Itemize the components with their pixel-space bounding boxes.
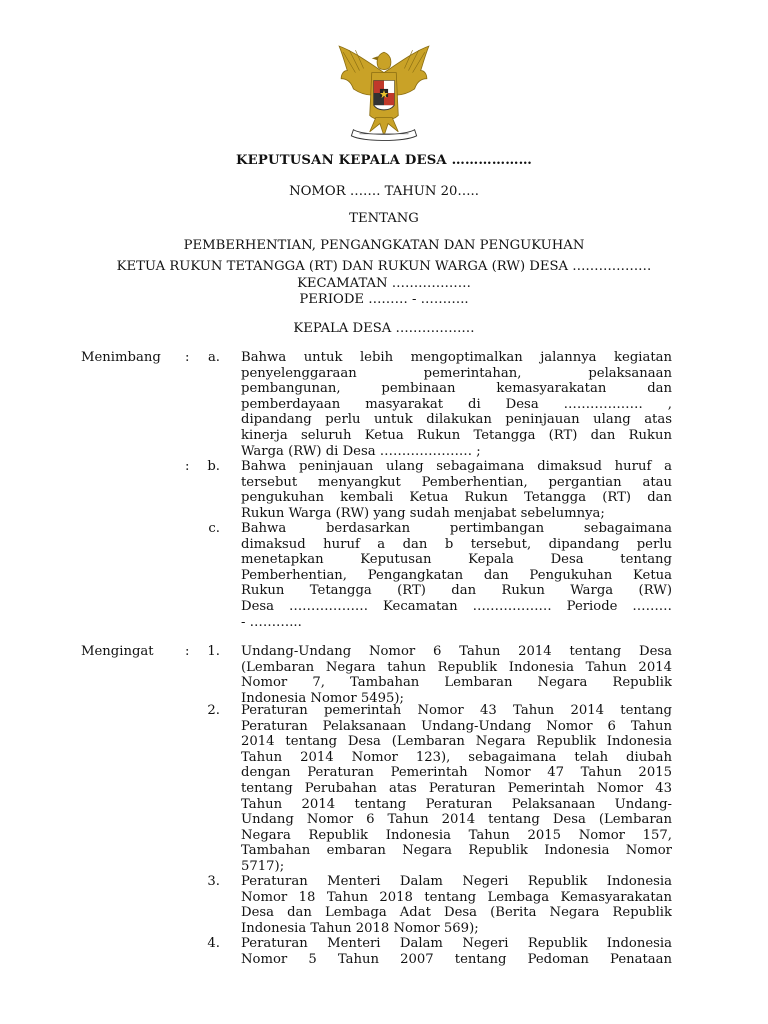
text-line: Peraturan Pelaksanaan Undang-Undang Nomor 6 Tahun bbox=[241, 718, 672, 734]
text-line: dimaksud huruf a dan b tersebut, dipandang perlu bbox=[241, 536, 672, 552]
text-line: Bahwa peninjauan ulang sebagaimana dimaksud huruf a bbox=[241, 459, 672, 474]
text-line: Pemberhentian, Pengangkatan dan Pengukuhan Ketua bbox=[241, 567, 672, 583]
text-line: dengan Peraturan Pemerintah Nomor 47 Tahun 2015 bbox=[241, 765, 672, 781]
mengingat-marker-1: 1. bbox=[207, 644, 220, 659]
text-line: Bahwa untuk lebih mengoptimalkan jalannya kegiatan bbox=[241, 350, 672, 365]
subject-line-2: KETUA RUKUN TETANGGA (RT) DAN RUKUN WARGA (RW) DESA ……………… bbox=[116, 259, 652, 274]
text-line: tentang Perubahan atas Peraturan Pemerintah Nomor 43 bbox=[241, 780, 672, 796]
text-line: 5717); bbox=[241, 858, 285, 874]
text-line: Negara Republik Indonesia Tahun 2015 Nomor 157, bbox=[241, 827, 672, 843]
menimbang-marker-b: b. bbox=[207, 459, 220, 474]
text-line: tersebut menyangkut Pemberhentian, pergantian atau bbox=[241, 474, 672, 490]
text-line: kinerja seluruh Ketua Rukun Tetangga (RT) dan Rukun bbox=[241, 427, 672, 443]
text-line: Tambahan embaran Negara Republik Indonesia Nomor bbox=[241, 843, 672, 859]
mengingat-item-1 bbox=[241, 644, 672, 706]
text-line: pembangunan, pembinaan kemasyarakatan dan bbox=[241, 381, 672, 397]
menimbang-item-c bbox=[241, 521, 672, 630]
menimbang-item-b bbox=[241, 459, 672, 521]
mengingat-item-3 bbox=[241, 874, 672, 936]
text-line: Peraturan Menteri Dalam Negeri Republik Indonesia bbox=[241, 936, 672, 951]
menimbang-marker-c: c. bbox=[208, 521, 220, 536]
text-line: Nomor 5 Tahun 2007 tentang Pedoman Penataan bbox=[241, 951, 672, 967]
text-line: Tahun 2014 Nomor 123), sebagaimana telah diubah bbox=[241, 749, 672, 765]
text-line: Desa dan Lembaga Adat Desa (Berita Negara Republik bbox=[241, 905, 672, 921]
text-line: Warga (RW) di Desa ………………… ; bbox=[241, 443, 481, 459]
text-line: penyelenggaraan pemerintahan, pelaksanaan bbox=[241, 365, 672, 381]
menimbang-marker-a: a. bbox=[207, 350, 220, 365]
subject-line-1: PEMBERHENTIAN, PENGANGKATAN DAN PENGUKUHAN bbox=[183, 238, 585, 253]
text-line: Peraturan Menteri Dalam Negeri Republik Indonesia bbox=[241, 874, 672, 889]
text-line: Tahun 2014 tentang Peraturan Pelaksanaan Undang- bbox=[241, 796, 672, 812]
text-line: 2014 tentang Desa (Lembaran Negara Republik Indonesia bbox=[241, 734, 672, 750]
mengingat-colon: : bbox=[185, 644, 190, 659]
text-line: menetapkan Keputusan Kepala Desa tentang bbox=[241, 552, 672, 568]
menimbang-colon: : bbox=[185, 350, 190, 365]
text-line: Indonesia Tahun 2018 Nomor 569); bbox=[241, 920, 479, 936]
garuda-emblem-icon bbox=[333, 42, 435, 144]
text-line: Peraturan pemerintah Nomor 43 Tahun 2014 tentang bbox=[241, 703, 672, 718]
issuer-title: KEPALA DESA ……………… bbox=[293, 321, 475, 336]
text-line: Desa ……………… Kecamatan ……………… Periode ……… bbox=[241, 598, 672, 614]
menimbang-label: Menimbang bbox=[81, 350, 161, 365]
subject-line-4: PERIODE ……… - ……….. bbox=[299, 292, 469, 307]
text-line: Rukun Warga (RW) yang sudah menjabat sebelumnya; bbox=[241, 505, 605, 521]
text-line: - ………... bbox=[241, 614, 302, 630]
document-title: KEPUTUSAN KEPALA DESA ……………… bbox=[235, 153, 532, 168]
text-line: (Lembaran Negara tahun Republik Indonesia Tahun 2014 bbox=[241, 659, 672, 675]
text-line: Undang-Undang Nomor 6 Tahun 2014 tentang Desa bbox=[241, 644, 672, 659]
mengingat-marker-2: 2. bbox=[207, 703, 220, 718]
text-line: Indonesia Nomor 5495); bbox=[241, 690, 404, 706]
text-line: Bahwa berdasarkan pertimbangan sebagaimana bbox=[241, 521, 672, 536]
mengingat-label: Mengingat bbox=[81, 644, 154, 659]
mengingat-marker-4: 4. bbox=[207, 936, 220, 951]
text-line: Undang Nomor 6 Tahun 2014 tentang Desa (Lembaran bbox=[241, 812, 672, 828]
text-line: Rukun Tetangga (RT) dan Rukun Warga (RW) bbox=[241, 583, 672, 599]
text-line: pengukuhan kembali Ketua Rukun Tetangga (RT) dan bbox=[241, 490, 672, 506]
mengingat-marker-3: 3. bbox=[207, 874, 220, 889]
subject-line-3: KECAMATAN ……………… bbox=[297, 276, 471, 291]
document-number: NOMOR ……. TAHUN 20….. bbox=[289, 184, 479, 199]
text-line: Nomor 7, Tambahan Lembaran Negara Republik bbox=[241, 675, 672, 691]
mengingat-item-2 bbox=[241, 703, 672, 875]
mengingat-item-4 bbox=[241, 936, 672, 967]
menimbang-colon-b: : bbox=[185, 459, 190, 474]
tentang-label: TENTANG bbox=[349, 211, 419, 226]
text-line: pemberdayaan masyarakat di Desa ……………… , bbox=[241, 396, 672, 412]
text-line: Nomor 18 Tahun 2018 tentang Lembaga Kemasyarakatan bbox=[241, 889, 672, 905]
text-line: dipandang perlu untuk dilakukan peninjauan ulang atas bbox=[241, 412, 672, 428]
menimbang-item-a bbox=[241, 350, 672, 459]
